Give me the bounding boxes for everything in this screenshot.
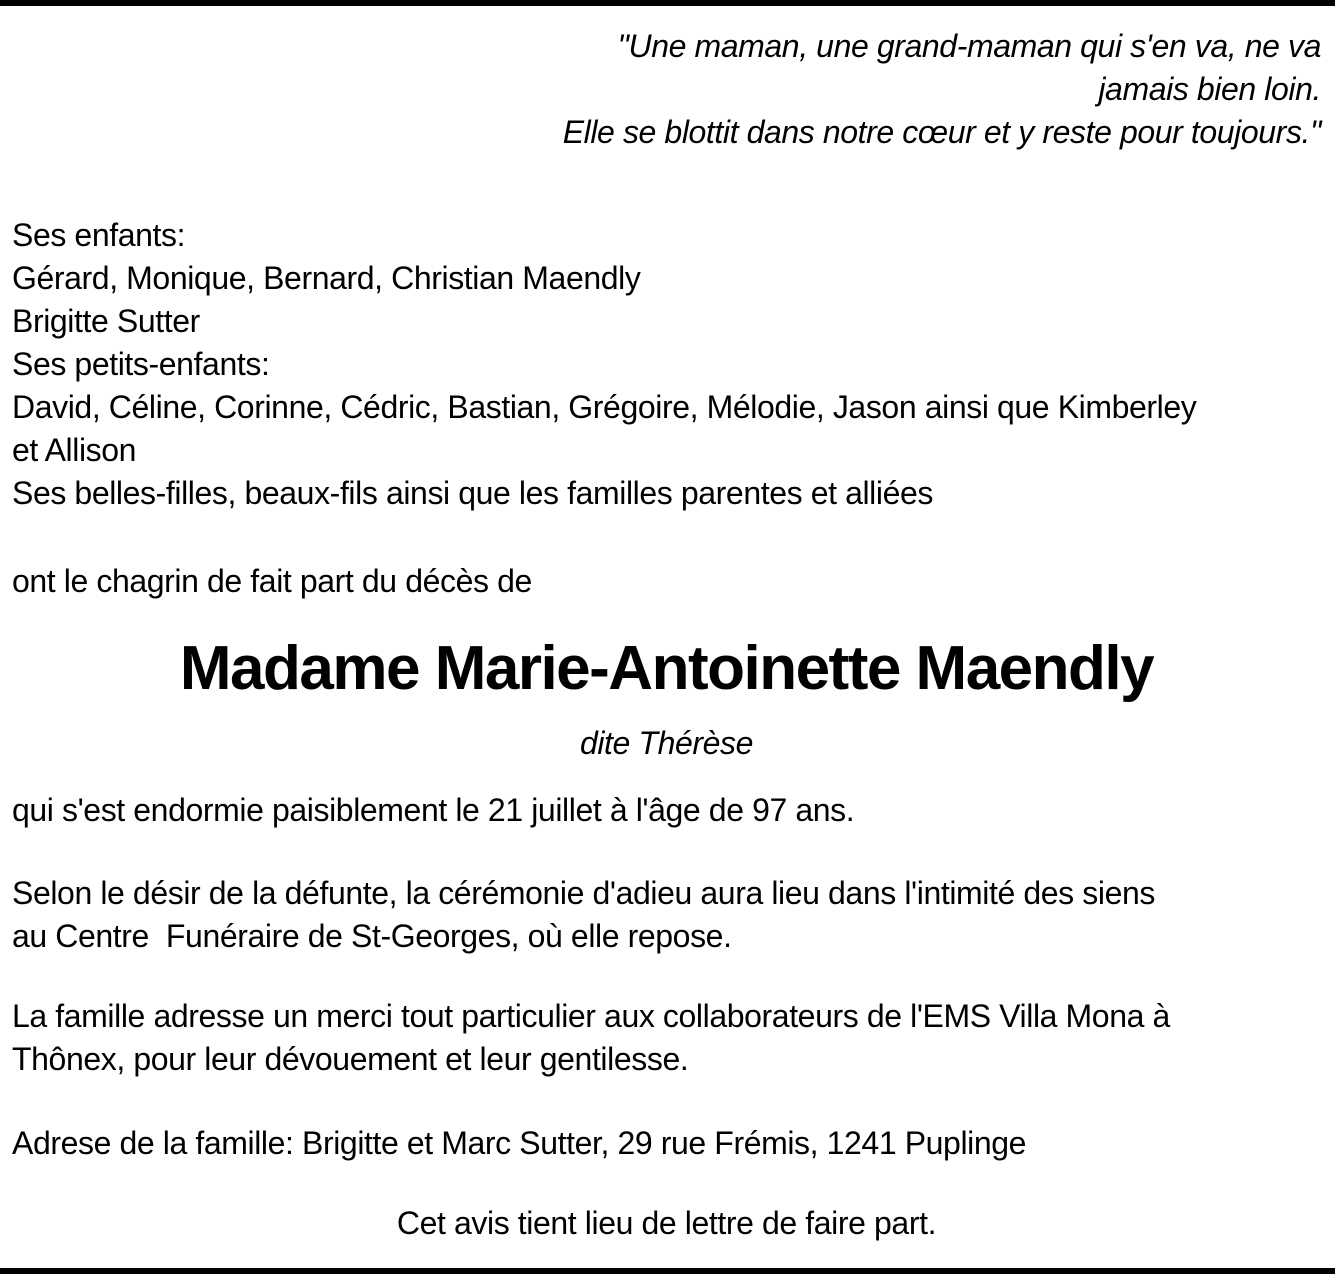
family-list-children-names: Gérard, Monique, Bernard, Christian Maendly: [12, 260, 641, 296]
epigraph-quote-line: Elle se blottit dans notre cœur et y reste pour toujours.": [562, 114, 1321, 150]
epigraph-quote: [12, 25, 1321, 154]
family-list-inlaws: Ses belles-filles, beaux-fils ainsi que les familles parentes et alliées: [12, 475, 933, 511]
ceremony-paragraph: [12, 872, 1321, 958]
death-statement: [12, 789, 1321, 832]
family-list-heading-children: Ses enfants:: [12, 217, 186, 253]
thanks-paragraph-line: Thônex, pour leur dévouement et leur gentilesse.: [12, 1041, 689, 1077]
family-list-heading-grandchildren: Ses petits-enfants:: [12, 346, 270, 382]
closing-statement: [12, 1202, 1321, 1245]
deceased-name: Madame Marie-Antoinette Maendly: [179, 634, 1154, 703]
deceased-alias: [12, 722, 1321, 765]
ceremony-paragraph-line: Selon le désir de la défunte, la cérémonie d'adieu aura lieu dans l'intimité des siens: [12, 875, 1155, 911]
death-statement-line: qui s'est endormie paisiblement le 21 juillet à l'âge de 97 ans.: [12, 792, 855, 828]
family-address: [12, 1122, 1321, 1165]
family-list-grandchildren-names: et Allison: [12, 432, 137, 468]
ceremony-paragraph-line: au Centre Funéraire de St-Georges, où elle repose.: [12, 918, 732, 954]
family-list-grandchildren-names: David, Céline, Corinne, Cédric, Bastian, Grégoire, Mélodie, Jason ainsi que Kimberley: [12, 389, 1197, 425]
thanks-paragraph-line: La famille adresse un merci tout particulier aux collaborateurs de l'EMS Villa Mona à: [12, 998, 1170, 1034]
family-list-children-names: Brigitte Sutter: [12, 303, 200, 339]
bottom-border-bar: [0, 1268, 1335, 1274]
family-address-line: Adrese de la famille: Brigitte et Marc Sutter, 29 rue Frémis, 1241 Puplinge: [12, 1125, 1027, 1161]
deceased-alias-line: dite Thérèse: [579, 725, 754, 761]
announcement-intro-line: ont le chagrin de fait part du décès de: [12, 563, 532, 599]
announcement-intro: [12, 560, 1321, 603]
obituary-notice: [12, 0, 1321, 1245]
epigraph-quote-line: jamais bien loin.: [1098, 71, 1321, 107]
epigraph-quote-line: "Une maman, une grand-maman qui s'en va, ne va: [617, 28, 1321, 64]
closing-statement-line: Cet avis tient lieu de lettre de faire part.: [396, 1205, 937, 1241]
thanks-paragraph: [12, 995, 1321, 1081]
family-list: [12, 214, 1321, 515]
